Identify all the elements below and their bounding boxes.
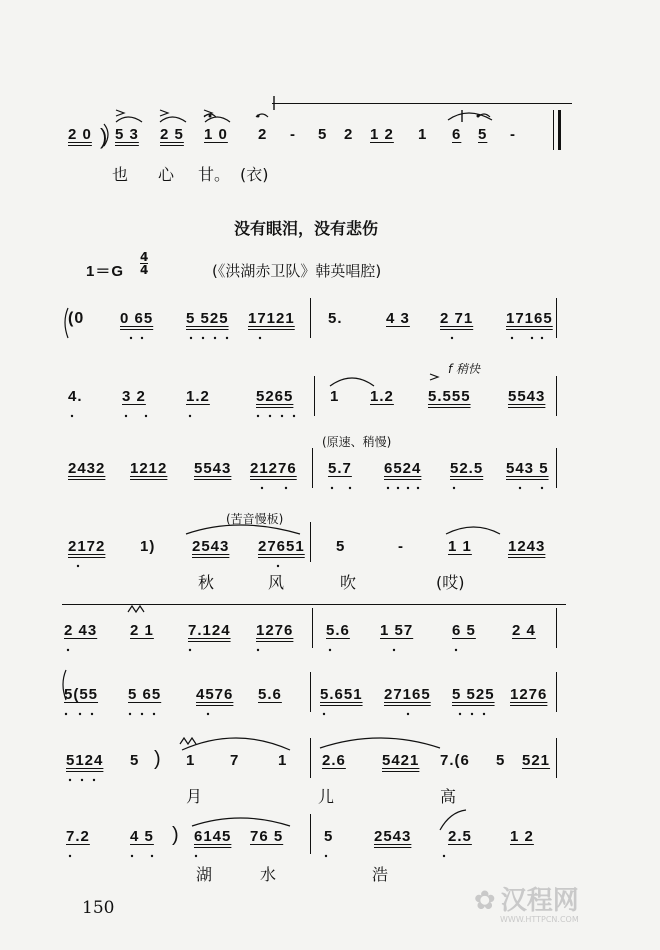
note-group: 1 2 bbox=[510, 828, 534, 845]
note: 5 bbox=[130, 752, 140, 769]
note-group: 2 43 bbox=[64, 622, 98, 639]
note-group: 1 57 bbox=[380, 622, 414, 639]
note: 5 bbox=[324, 828, 334, 845]
note-group: 2 71 bbox=[440, 310, 474, 327]
key-signature: 1＝G bbox=[86, 263, 125, 280]
note-group: 5543 bbox=[194, 460, 232, 477]
note: 1 bbox=[186, 752, 196, 769]
page-number: 150 bbox=[82, 898, 115, 918]
note-group: 5265 bbox=[256, 388, 294, 405]
note-group: 6524 bbox=[384, 460, 422, 477]
note-group: 6 5 bbox=[452, 622, 476, 639]
lyric: 儿 bbox=[318, 787, 335, 806]
accent bbox=[116, 110, 124, 116]
note-group: 1276 bbox=[256, 622, 294, 639]
note-group: 5 3 bbox=[115, 126, 139, 143]
note: 5 bbox=[478, 126, 488, 143]
note-group: 5.7 bbox=[328, 460, 352, 477]
note-group: 5.6 bbox=[258, 686, 282, 703]
trill-mark bbox=[180, 738, 196, 744]
time-numerator: 4 bbox=[140, 250, 149, 264]
note-group: 521 bbox=[522, 752, 551, 769]
note-group: 52.5 bbox=[450, 460, 484, 477]
tempo-mark: f 稍快 bbox=[448, 362, 481, 376]
lyric: 湖 bbox=[196, 865, 213, 884]
watermark-logo-icon: ✿ bbox=[473, 886, 496, 916]
note-group: 2172 bbox=[68, 538, 106, 555]
note-group: 1) bbox=[140, 538, 156, 555]
note-group: 5.555 bbox=[428, 388, 471, 405]
lyric: 水 bbox=[260, 865, 277, 884]
note-group: (0 bbox=[68, 310, 85, 327]
note-group: 1 1 bbox=[448, 538, 472, 555]
slur bbox=[192, 818, 290, 826]
note-group: 3 2 bbox=[122, 388, 146, 405]
note: 5 bbox=[318, 126, 328, 143]
note-group: 2.5 bbox=[448, 828, 472, 845]
note-group: 1243 bbox=[508, 538, 546, 555]
lyric: 秋 bbox=[198, 573, 215, 592]
bracket: ) bbox=[154, 748, 162, 770]
lyric: (衣) bbox=[240, 165, 269, 184]
bracket: ) bbox=[172, 824, 180, 846]
note-group: 5 65 bbox=[128, 686, 162, 703]
slur bbox=[160, 117, 186, 122]
note-group: 2.6 bbox=[322, 752, 346, 769]
slur bbox=[205, 117, 230, 122]
note-group: 1.2 bbox=[186, 388, 210, 405]
dash: - bbox=[510, 126, 516, 143]
note-group: 5 525 bbox=[452, 686, 495, 703]
note-group: 7.124 bbox=[188, 622, 231, 639]
note-group: 17165 bbox=[506, 310, 553, 327]
slur bbox=[182, 738, 290, 750]
note: 1 bbox=[330, 388, 340, 405]
note-group: 27165 bbox=[384, 686, 431, 703]
note-group: 2543 bbox=[374, 828, 412, 845]
lyric: 吹 bbox=[340, 573, 357, 592]
note: 1 bbox=[278, 752, 288, 769]
note-group: 4 5 bbox=[130, 828, 154, 845]
note-group: 7.2 bbox=[66, 828, 90, 845]
note-group: 6145 bbox=[194, 828, 232, 845]
lyric: 风 bbox=[268, 573, 285, 592]
note-group: 2 0 bbox=[68, 126, 92, 143]
song-title: 没有眼泪，没有悲伤 bbox=[234, 219, 379, 238]
note: 2 bbox=[344, 126, 354, 143]
dash: - bbox=[290, 126, 296, 143]
lyric: (哎) bbox=[436, 573, 465, 592]
note-group: 21276 bbox=[250, 460, 297, 477]
accent bbox=[160, 110, 168, 116]
accent bbox=[430, 374, 438, 380]
dash: - bbox=[398, 538, 404, 555]
note-group: 7.(6 bbox=[440, 752, 470, 769]
note-group: 2 5 bbox=[160, 126, 184, 143]
note-group: 5124 bbox=[66, 752, 104, 769]
watermark-url: WWW.HTTPCN.COM bbox=[500, 915, 579, 924]
note-group: 5. bbox=[328, 310, 343, 327]
slur bbox=[186, 525, 300, 534]
watermark-brand: 汉程网 bbox=[500, 886, 579, 916]
slur bbox=[116, 117, 142, 122]
note-group: 543 5 bbox=[506, 460, 549, 477]
note-group: 1.2 bbox=[370, 388, 394, 405]
note: 1 bbox=[418, 126, 428, 143]
note-group: 1 2 bbox=[370, 126, 394, 143]
trill-mark bbox=[128, 606, 144, 612]
note-group: 5421 bbox=[382, 752, 420, 769]
tempo-mark: (原速、稍慢) bbox=[322, 435, 392, 449]
note: 6 bbox=[452, 126, 462, 143]
note-group: 2432 bbox=[68, 460, 106, 477]
lyric: 心 bbox=[158, 165, 175, 184]
note-group: 2 1 bbox=[130, 622, 154, 639]
note: 7 bbox=[230, 752, 240, 769]
lyric: 甘。 bbox=[198, 165, 231, 184]
slur bbox=[63, 670, 66, 700]
note-group: 4 3 bbox=[386, 310, 410, 327]
note-group: 5 525 bbox=[186, 310, 229, 327]
note-group: 4. bbox=[68, 388, 83, 405]
slur bbox=[446, 527, 500, 534]
slur bbox=[320, 738, 440, 748]
slur bbox=[65, 308, 68, 338]
note: 5 bbox=[336, 538, 346, 555]
note: 2 bbox=[258, 126, 268, 143]
note-group: 5543 bbox=[508, 388, 546, 405]
slur bbox=[440, 810, 466, 830]
note-group: 5.6 bbox=[326, 622, 350, 639]
lyric: 月 bbox=[186, 787, 203, 806]
note-group: 1212 bbox=[130, 460, 168, 477]
note-group: 5.651 bbox=[320, 686, 363, 703]
note-group: 4576 bbox=[196, 686, 234, 703]
time-denominator: 4 bbox=[140, 263, 149, 277]
note-group: 76 5 bbox=[250, 828, 284, 845]
song-source: (《洪湖赤卫队》韩英唱腔) bbox=[212, 262, 382, 280]
bracket: ) bbox=[100, 124, 109, 149]
note-group: 1 0 bbox=[204, 126, 228, 143]
lyric: 浩 bbox=[372, 865, 389, 884]
note-group: 2 4 bbox=[512, 622, 536, 639]
lyric: 高 bbox=[440, 787, 457, 806]
note-group: 0 65 bbox=[120, 310, 154, 327]
lyric: 也 bbox=[112, 165, 129, 184]
note: 5 bbox=[496, 752, 506, 769]
note-group: 1276 bbox=[510, 686, 548, 703]
note-group: 27651 bbox=[258, 538, 305, 555]
note-group: 2543 bbox=[192, 538, 230, 555]
slur bbox=[104, 124, 108, 146]
slur bbox=[330, 378, 374, 386]
tempo-mark: (苦音慢板) bbox=[226, 512, 284, 526]
note-group: 17121 bbox=[248, 310, 295, 327]
note-group: 5(55 bbox=[64, 686, 99, 703]
